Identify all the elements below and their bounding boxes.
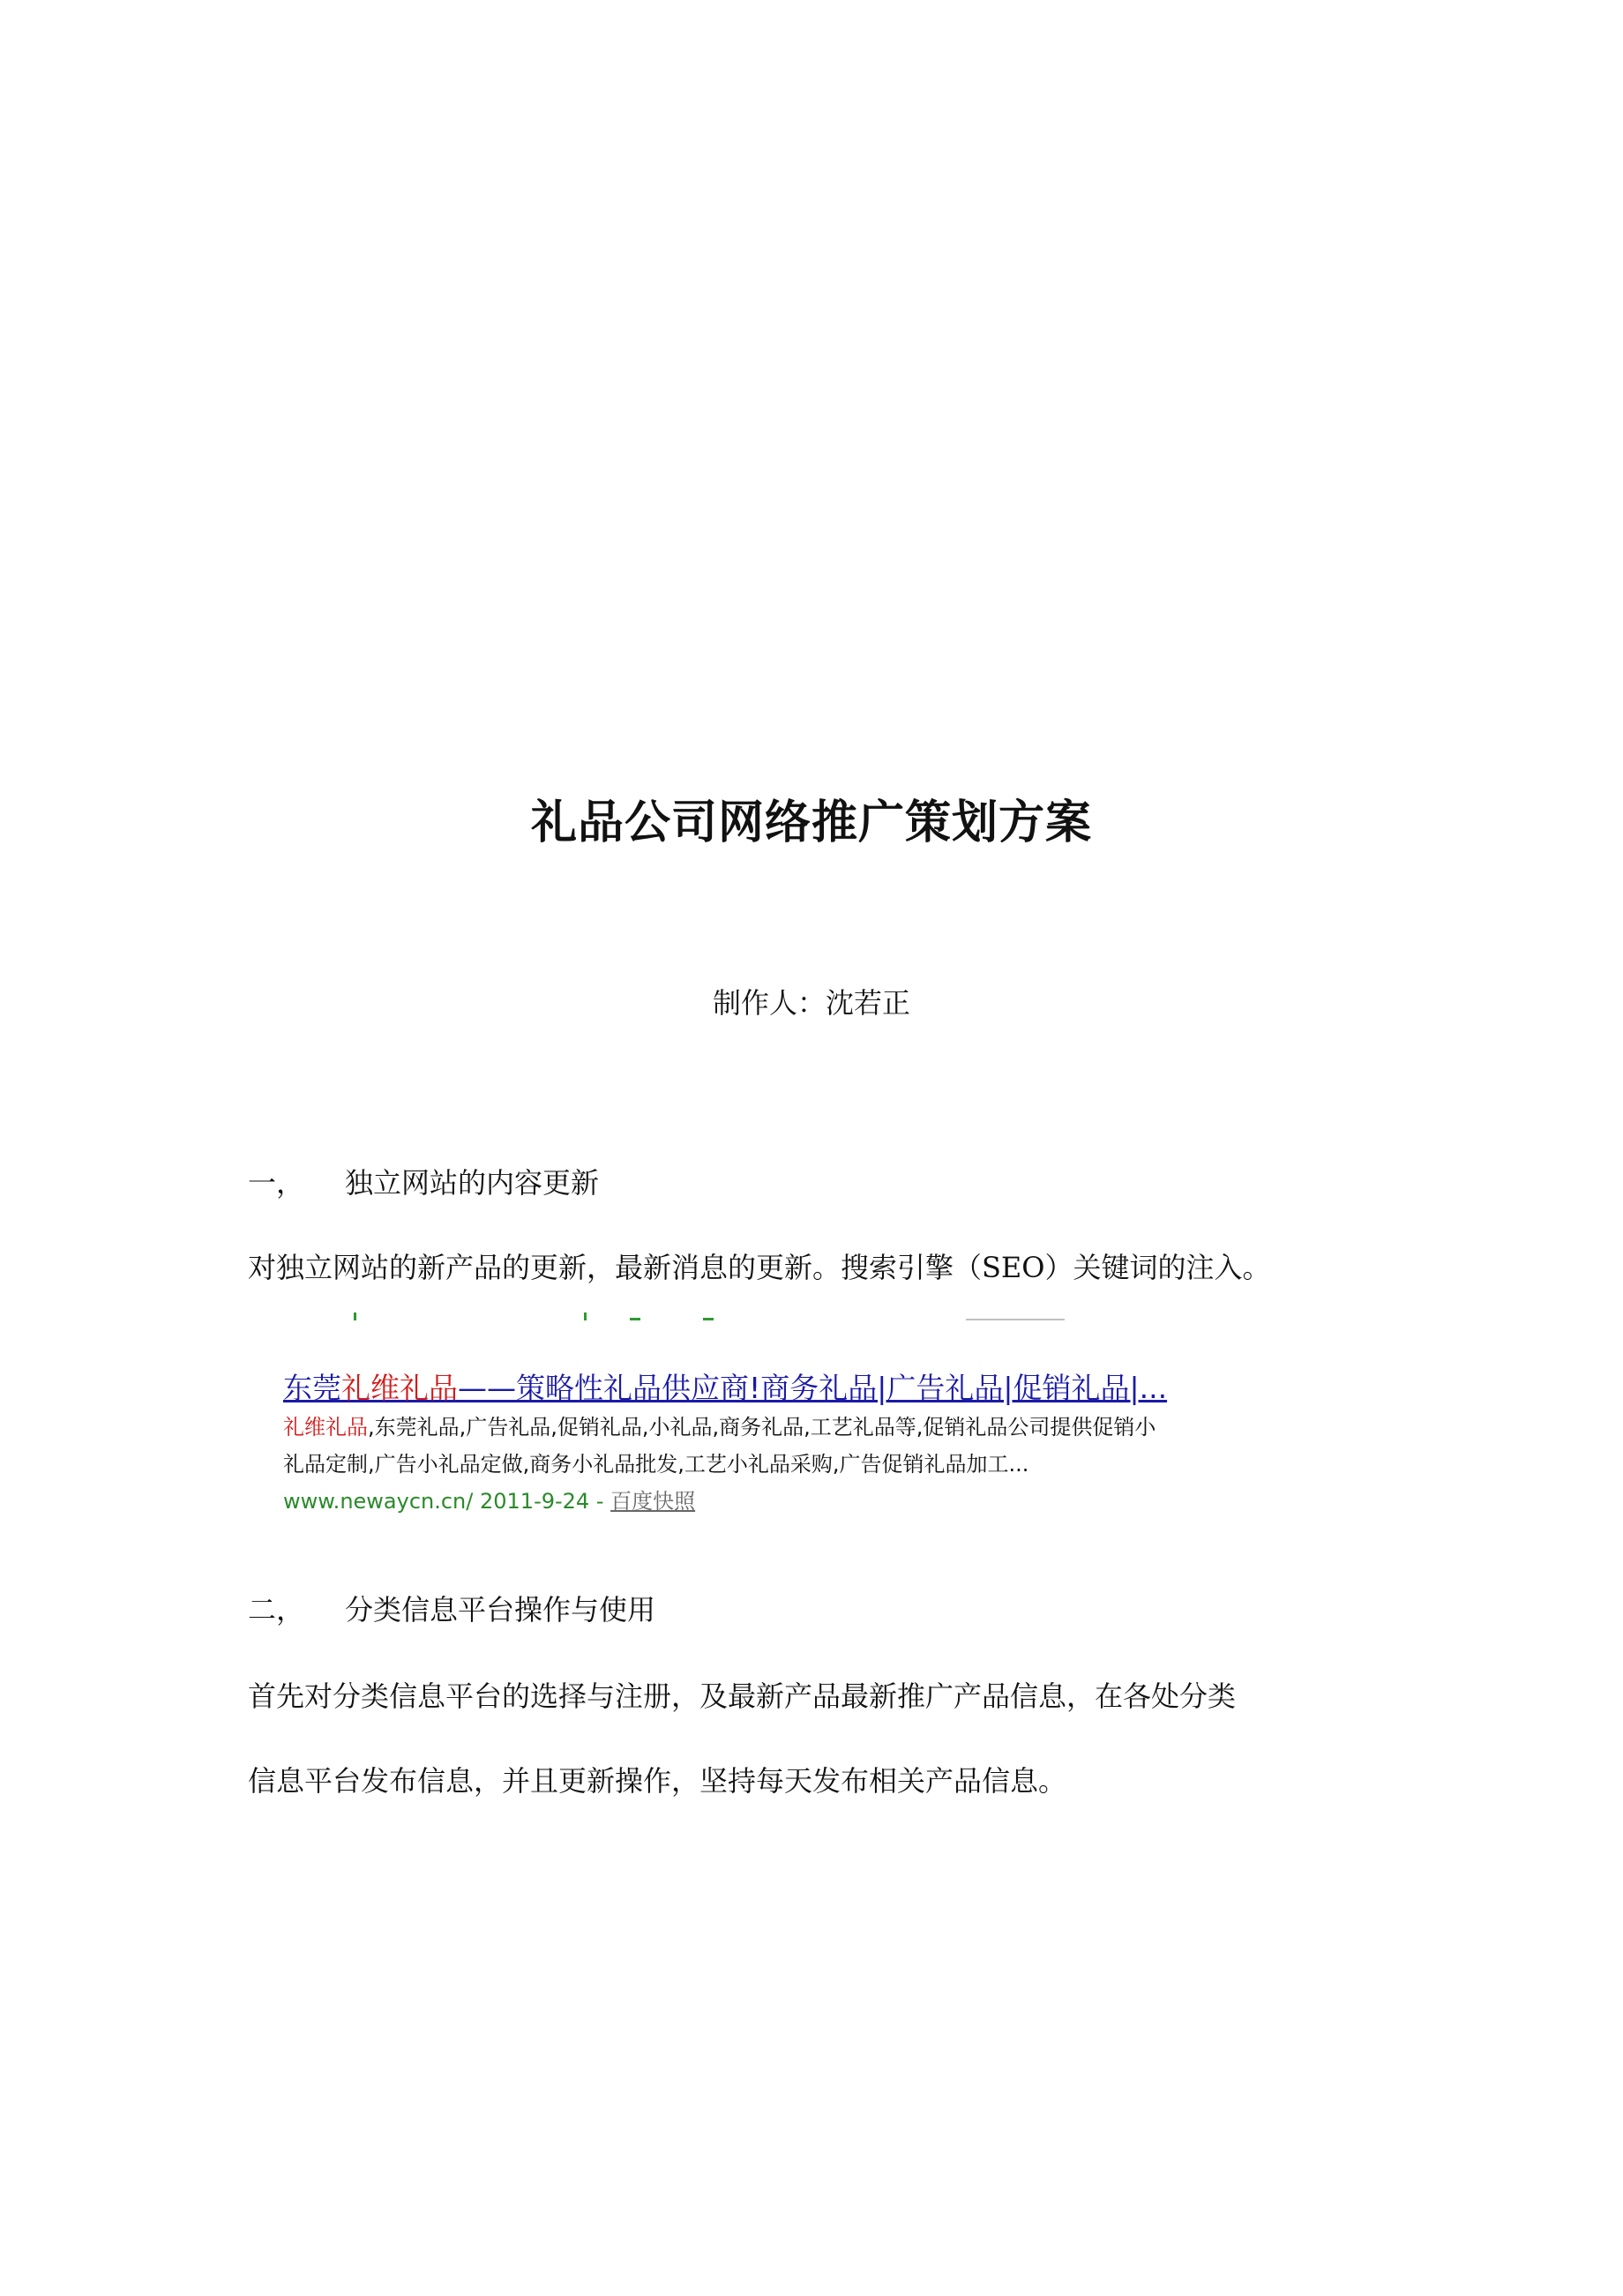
result-url: www.newaycn.cn/ 2011-9-24 - (283, 1489, 611, 1514)
desc-line1-rest: ,东莞礼品,广告礼品,促销礼品,小礼品,商务礼品,工艺礼品等,促销礼品公司提供促销小 (368, 1415, 1156, 1440)
search-result-url-line (283, 1484, 695, 1514)
section-number: 一， (248, 1166, 305, 1200)
section-2-paragraph-line-2: 信息平台发布信息，并且更新操作，坚持每天发布相关产品信息。 (248, 1764, 1067, 1798)
search-result-desc-line-2: 礼品定制,广告小礼品定做,商务小礼品批发,工艺小礼品采购,广告促销礼品加工... (283, 1452, 1029, 1477)
search-result-desc-line-1 (283, 1410, 1156, 1440)
section-heading-1 (248, 1161, 599, 1201)
search-result-screenshot (269, 1305, 1328, 1526)
author-line (0, 981, 1623, 1021)
section-title: 独立网站的内容更新 (345, 1166, 600, 1200)
cropped-line-fragment (269, 1305, 1328, 1332)
author-label: 制作人： (712, 986, 826, 1020)
search-result-title-link[interactable] (283, 1365, 1167, 1407)
cache-link[interactable]: 百度快照 (610, 1489, 696, 1514)
section-1-paragraph: 对独立网站的新产品的更新，最新消息的更新。搜索引擎（SEO）关键词的注入。 (248, 1251, 1271, 1284)
section-heading-2 (248, 1588, 655, 1628)
title-highlight: 礼维礼品 (341, 1371, 458, 1405)
section-2-paragraph-line-1: 首先对分类信息平台的选择与注册，及最新产品最新推广产品信息，在各处分类 (248, 1679, 1237, 1713)
title-prefix: 东莞 (283, 1371, 341, 1405)
document-title: 礼品公司网络推广策划方案 (530, 796, 1092, 849)
title-rest: ——策略性礼品供应商!商务礼品|广告礼品|促销礼品|... (458, 1371, 1168, 1405)
author-name: 沈若正 (826, 986, 911, 1020)
section-title: 分类信息平台操作与使用 (345, 1593, 656, 1627)
desc-highlight: 礼维礼品 (283, 1415, 368, 1440)
section-number: 二， (248, 1593, 305, 1627)
